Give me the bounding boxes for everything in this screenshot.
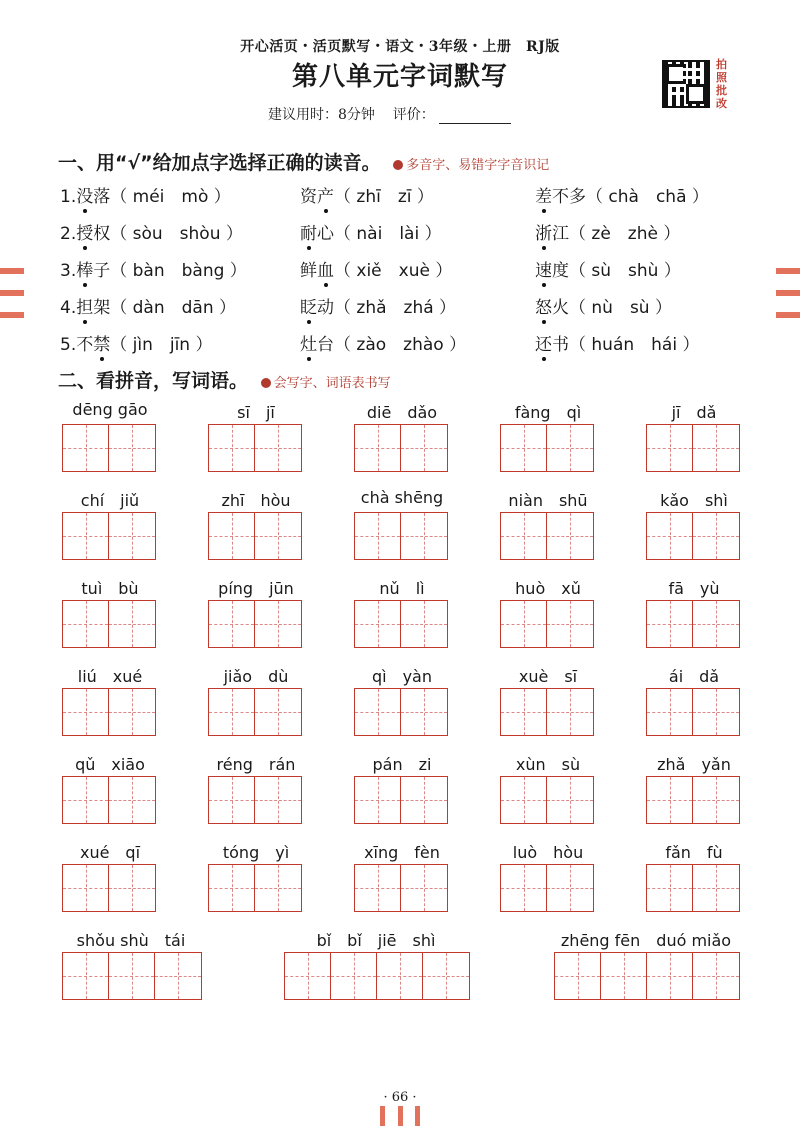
grid-cell[interactable] <box>355 513 401 559</box>
writing-grid[interactable] <box>354 424 448 472</box>
grid-cell[interactable] <box>331 953 377 999</box>
emphasis-dot-char: 差 <box>535 187 552 207</box>
word: 差不多 <box>535 187 586 207</box>
grid-cell[interactable] <box>355 865 401 911</box>
grid-cell[interactable] <box>647 777 693 823</box>
pronunciation-item <box>535 182 709 207</box>
reading-options[interactable]: （ xiě xuè ） <box>334 261 453 281</box>
writing-grid[interactable] <box>284 952 470 1000</box>
grid-cell[interactable] <box>501 689 547 735</box>
grid-cell[interactable] <box>501 865 547 911</box>
grid-cell[interactable] <box>255 777 301 823</box>
pinyin-label: bǐ bǐ jiē shì <box>316 931 436 950</box>
grid-cell[interactable] <box>109 601 155 647</box>
word: 棒子 <box>76 261 111 281</box>
reading-options[interactable]: （ nù sù ） <box>569 298 672 318</box>
writing-grid[interactable] <box>500 424 594 472</box>
writing-grid[interactable] <box>208 864 302 912</box>
reading-options[interactable]: （ zhī zī ） <box>334 187 434 207</box>
section1-hint-text: 多音字、易错字字音识记 <box>406 158 550 173</box>
grid-cell[interactable] <box>255 689 301 735</box>
pinyin-label: zhī hòu <box>221 491 291 510</box>
reading-options[interactable]: （ méi mò ） <box>110 187 231 207</box>
emphasis-dot-char: 产 <box>317 187 334 207</box>
word: 授权 <box>76 224 111 244</box>
grid-cell[interactable] <box>693 865 739 911</box>
worksheet-series-header: 开心活页・活页默写・语文・3年级・上册 RJ版 <box>240 39 560 55</box>
pinyin-label: chí jiǔ <box>80 491 140 510</box>
grid-cell[interactable] <box>209 601 255 647</box>
grid-cell[interactable] <box>547 689 593 735</box>
grid-cell[interactable] <box>693 689 739 735</box>
pinyin-label: xīng fèn <box>364 843 440 862</box>
pinyin-label: réng rán <box>216 755 296 774</box>
emphasis-dot-char: 怒 <box>535 298 552 318</box>
writing-grid[interactable] <box>62 864 156 912</box>
grid-cell[interactable] <box>209 513 255 559</box>
emphasis-dot-char: 血 <box>317 261 334 281</box>
writing-grid[interactable] <box>554 952 740 1000</box>
grid-cell[interactable] <box>547 513 593 559</box>
pinyin-label: niàn shū <box>508 491 588 510</box>
word: 眨动 <box>300 298 334 318</box>
writing-grid[interactable] <box>208 600 302 648</box>
pinyin-label: dēng gāo <box>72 400 148 419</box>
grid-cell[interactable] <box>423 953 469 999</box>
pinyin-label: huò xǔ <box>515 579 581 598</box>
grid-cell[interactable] <box>547 777 593 823</box>
writing-grid[interactable] <box>646 424 740 472</box>
writing-grid[interactable] <box>62 600 156 648</box>
writing-grid[interactable] <box>354 600 448 648</box>
writing-grid[interactable] <box>62 776 156 824</box>
pinyin-label: pán zi <box>372 755 432 774</box>
pinyin-label: shǒu shù tái <box>76 931 186 950</box>
grid-cell[interactable] <box>693 513 739 559</box>
time-label: 建议用时：8分钟 <box>268 107 375 123</box>
grid-cell[interactable] <box>601 953 647 999</box>
word: 鲜血 <box>300 261 334 281</box>
pinyin-label: xué qī <box>79 843 141 862</box>
grid-cell[interactable] <box>693 953 739 999</box>
grid-cell[interactable] <box>401 865 447 911</box>
pinyin-label: zhēng fēn duó miǎo <box>560 931 732 950</box>
pronunciation-item <box>300 293 456 318</box>
emphasis-dot-char: 浙 <box>535 224 552 244</box>
grid-cell[interactable] <box>209 425 255 471</box>
pinyin-label: nǔ lì <box>379 579 425 598</box>
word: 还书 <box>535 335 569 355</box>
pinyin-label: jī dǎ <box>671 403 717 422</box>
item-number: 3. <box>60 261 77 281</box>
item-number: 5. <box>60 335 77 355</box>
writing-grid[interactable] <box>354 512 448 560</box>
pinyin-label: xùn sù <box>515 755 581 774</box>
reading-options[interactable]: （ dàn dān ） <box>110 298 237 318</box>
grid-cell[interactable] <box>693 601 739 647</box>
writing-grid[interactable] <box>500 512 594 560</box>
writing-grid[interactable] <box>500 600 594 648</box>
grid-cell[interactable] <box>209 689 255 735</box>
page-title: 第八单元字词默写 <box>291 62 508 92</box>
emphasis-dot-char: 灶 <box>300 335 317 355</box>
emphasis-dot-char: 还 <box>535 335 552 355</box>
pinyin-label: ái dǎ <box>668 667 720 686</box>
grid-cell[interactable] <box>647 865 693 911</box>
pinyin-label: píng jūn <box>218 579 294 598</box>
section1-title: 一、用“√”给加点字选择正确的读音。 <box>58 152 381 174</box>
pinyin-label: fā yù <box>668 579 720 598</box>
grid-cell[interactable] <box>647 425 693 471</box>
grid-cell[interactable] <box>501 425 547 471</box>
grid-cell[interactable] <box>547 865 593 911</box>
pronunciation-item <box>60 293 236 318</box>
hint-dot-icon <box>261 378 271 388</box>
grid-cell[interactable] <box>63 689 109 735</box>
grid-cell[interactable] <box>377 953 423 999</box>
writing-grid[interactable] <box>62 688 156 736</box>
pronunciation-item <box>300 256 452 281</box>
meta-line <box>268 104 511 124</box>
page-number: · 66 · <box>383 1090 417 1105</box>
eval-label: 评价： <box>392 107 435 123</box>
grid-cell[interactable] <box>255 425 301 471</box>
pronunciation-item <box>535 330 699 355</box>
item-number: 4. <box>60 298 77 318</box>
reading-options[interactable]: （ zè zhè ） <box>569 224 681 244</box>
grid-cell[interactable] <box>693 777 739 823</box>
grid-cell[interactable] <box>693 425 739 471</box>
left-edge-mark <box>0 268 24 274</box>
grid-cell[interactable] <box>109 953 155 999</box>
qr-code-icon[interactable] <box>662 60 710 108</box>
pronunciation-item <box>60 182 231 207</box>
grid-cell[interactable] <box>647 513 693 559</box>
writing-grid[interactable] <box>646 864 740 912</box>
pinyin-label: qì yàn <box>371 667 433 686</box>
word: 怒火 <box>535 298 569 318</box>
grid-cell[interactable] <box>63 513 109 559</box>
grid-cell[interactable] <box>255 601 301 647</box>
left-edge-mark <box>0 290 24 296</box>
word: 灶台 <box>300 335 334 355</box>
grid-cell[interactable] <box>501 601 547 647</box>
pronunciation-item <box>535 256 681 281</box>
grid-cell[interactable] <box>547 425 593 471</box>
word: 速度 <box>535 261 569 281</box>
word: 不禁 <box>76 335 111 355</box>
emphasis-dot-char: 禁 <box>93 335 111 355</box>
pinyin-label: chà shēng <box>360 488 444 507</box>
pronunciation-item <box>60 219 243 244</box>
section2-hint <box>261 376 391 391</box>
item-number: 2. <box>60 224 77 244</box>
grid-cell[interactable] <box>109 513 155 559</box>
reading-options[interactable]: （ sòu shòu ） <box>110 224 243 244</box>
section1-hint <box>393 158 549 173</box>
grid-cell[interactable] <box>401 601 447 647</box>
writing-grid[interactable] <box>354 688 448 736</box>
eval-blank[interactable] <box>439 110 511 124</box>
reading-options[interactable]: （ zào zhào ） <box>334 335 467 355</box>
grid-cell[interactable] <box>155 953 201 999</box>
pinyin-label: diē dǎo <box>366 403 438 422</box>
writing-grid[interactable] <box>646 512 740 560</box>
writing-grid[interactable] <box>208 512 302 560</box>
pronunciation-row <box>60 182 740 212</box>
pinyin-label: qǔ xiāo <box>75 755 145 774</box>
writing-grid[interactable] <box>62 424 156 472</box>
writing-grid[interactable] <box>500 776 594 824</box>
hint-dot-icon <box>393 160 403 170</box>
writing-grid[interactable] <box>354 776 448 824</box>
pronunciation-item <box>535 219 680 244</box>
word: 担架 <box>76 298 111 318</box>
pinyin-label: liú xué <box>77 667 143 686</box>
writing-grid[interactable] <box>500 688 594 736</box>
emphasis-dot-char: 担 <box>76 298 94 318</box>
emphasis-dot-char: 耐 <box>300 224 317 244</box>
word: 资产 <box>300 187 334 207</box>
footer-bars <box>380 1106 420 1126</box>
section2-heading <box>58 366 391 393</box>
grid-cell[interactable] <box>401 425 447 471</box>
pinyin-label: tuì bù <box>81 579 139 598</box>
reading-options[interactable]: （ huán hái ） <box>569 335 700 355</box>
writing-grid[interactable] <box>208 776 302 824</box>
grid-cell[interactable] <box>109 689 155 735</box>
grid-cell[interactable] <box>63 953 109 999</box>
grid-cell[interactable] <box>647 953 693 999</box>
pronunciation-item <box>300 330 466 355</box>
right-edge-mark <box>776 290 800 296</box>
writing-grid[interactable] <box>208 424 302 472</box>
word: 耐心 <box>300 224 334 244</box>
grid-cell[interactable] <box>63 601 109 647</box>
pinyin-label: fǎn fù <box>665 843 723 862</box>
grid-cell[interactable] <box>109 425 155 471</box>
pinyin-label: kǎo shì <box>660 491 728 510</box>
writing-grid[interactable] <box>208 688 302 736</box>
pronunciation-row <box>60 256 740 286</box>
grid-cell[interactable] <box>401 513 447 559</box>
pinyin-label: sī jī <box>237 403 275 422</box>
pronunciation-item <box>300 182 434 207</box>
grid-cell[interactable] <box>255 513 301 559</box>
emphasis-dot-char: 眨 <box>300 298 317 318</box>
word: 浙江 <box>535 224 569 244</box>
grid-cell[interactable] <box>501 513 547 559</box>
writing-grid[interactable] <box>62 512 156 560</box>
writing-grid[interactable] <box>62 952 202 1000</box>
qr-label: 拍照批改 <box>716 58 727 110</box>
grid-cell[interactable] <box>647 601 693 647</box>
right-edge-mark <box>776 312 800 318</box>
section1-heading <box>58 148 549 175</box>
emphasis-dot-char: 速 <box>535 261 552 281</box>
grid-cell[interactable] <box>547 601 593 647</box>
pronunciation-item <box>60 256 247 281</box>
reading-options[interactable]: （ zhǎ zhá ） <box>334 298 457 318</box>
emphasis-dot-char: 授 <box>76 224 94 244</box>
grid-cell[interactable] <box>501 777 547 823</box>
grid-cell[interactable] <box>355 601 401 647</box>
pronunciation-item <box>300 219 442 244</box>
pronunciation-item <box>60 330 212 355</box>
writing-grid[interactable] <box>646 688 740 736</box>
pronunciation-row <box>60 330 740 360</box>
grid-cell[interactable] <box>63 425 109 471</box>
pinyin-label: luò hòu <box>512 843 584 862</box>
grid-cell[interactable] <box>209 777 255 823</box>
pinyin-label: xuè sī <box>518 667 578 686</box>
grid-cell[interactable] <box>109 777 155 823</box>
pinyin-label: zhǎ yǎn <box>657 755 731 774</box>
word: 没落 <box>76 187 111 207</box>
writing-grid[interactable] <box>646 600 740 648</box>
reading-options[interactable]: （ nài lài ） <box>334 224 442 244</box>
grid-cell[interactable] <box>285 953 331 999</box>
reading-options[interactable]: （ chà chā ） <box>586 187 709 207</box>
grid-cell[interactable] <box>355 777 401 823</box>
grid-cell[interactable] <box>647 689 693 735</box>
left-edge-mark <box>0 312 24 318</box>
grid-cell[interactable] <box>209 865 255 911</box>
section2-title: 二、看拼音，写词语。 <box>58 370 249 392</box>
section2-hint-text: 会写字、词语表书写 <box>273 376 391 391</box>
grid-cell[interactable] <box>109 865 155 911</box>
grid-cell[interactable] <box>555 953 601 999</box>
reading-options[interactable]: （ sù shù ） <box>569 261 681 281</box>
grid-cell[interactable] <box>255 865 301 911</box>
pinyin-label: fàng qì <box>514 403 582 422</box>
writing-grid[interactable] <box>646 776 740 824</box>
pinyin-label: tóng yì <box>222 843 290 862</box>
grid-cell[interactable] <box>355 425 401 471</box>
right-edge-mark <box>776 268 800 274</box>
reading-options[interactable]: （ jìn jīn ） <box>110 335 213 355</box>
reading-options[interactable]: （ bàn bàng ） <box>110 261 247 281</box>
pinyin-label: jiǎo dù <box>223 667 289 686</box>
pronunciation-item <box>535 293 672 318</box>
writing-grid[interactable] <box>354 864 448 912</box>
grid-cell[interactable] <box>401 689 447 735</box>
pronunciation-row <box>60 293 740 323</box>
emphasis-dot-char: 棒 <box>76 261 94 281</box>
grid-cell[interactable] <box>63 865 109 911</box>
grid-cell[interactable] <box>355 689 401 735</box>
emphasis-dot-char: 没 <box>76 187 94 207</box>
grid-cell[interactable] <box>63 777 109 823</box>
pronunciation-row <box>60 219 740 249</box>
grid-cell[interactable] <box>401 777 447 823</box>
item-number: 1. <box>60 187 77 207</box>
writing-grid[interactable] <box>500 864 594 912</box>
